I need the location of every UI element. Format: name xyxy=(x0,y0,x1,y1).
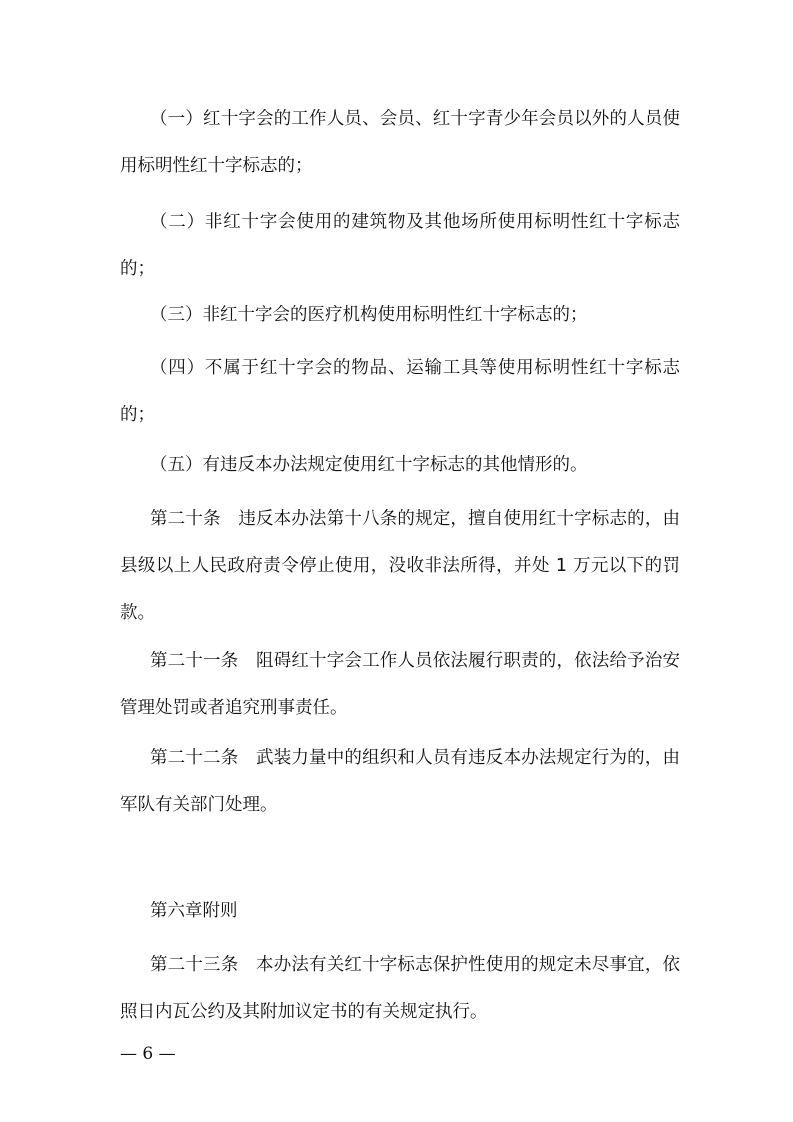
paragraph-item-1: （一）红十字会的工作人员、会员、红十字青少年会员以外的人员使用标明性红十字标志的； xyxy=(120,109,680,176)
chapter-heading: 第六章附则 xyxy=(150,901,238,921)
paragraph-item-2: （二）非红十字会使用的建筑物及其他场所使用标明性红十字标志的； xyxy=(120,212,680,279)
article-20: 第二十条 违反本办法第十八条的规定，擅自使用红十字标志的，由县级以上人民政府责令停止使用，没收非法所得，并处 1 万元以下的罚款。 xyxy=(120,509,680,623)
page-number: — 6 — xyxy=(120,1044,176,1064)
article-21: 第二十一条 阻碍红十字会工作人员依法履行职责的，依法给予治安管理处罚或者追究刑事责任。 xyxy=(120,651,680,718)
paragraph-item-3: （三）非红十字会的医疗机构使用标明性红十字标志的； xyxy=(150,305,588,325)
paragraph-item-5: （五）有违反本办法规定使用红十字标志的其他情形的。 xyxy=(150,455,588,475)
article-23: 第二十三条 本办法有关红十字标志保护性使用的规定未尽事宜，依照日内瓦公约及其附加议定书的有关规定执行。 xyxy=(120,955,680,1022)
paragraph-item-4: （四）不属于红十字会的物品、运输工具等使用标明性红十字标志的； xyxy=(120,358,680,425)
article-22: 第二十二条 武装力量中的组织和人员有违反本办法规定行为的，由军队有关部门处理。 xyxy=(120,748,680,815)
